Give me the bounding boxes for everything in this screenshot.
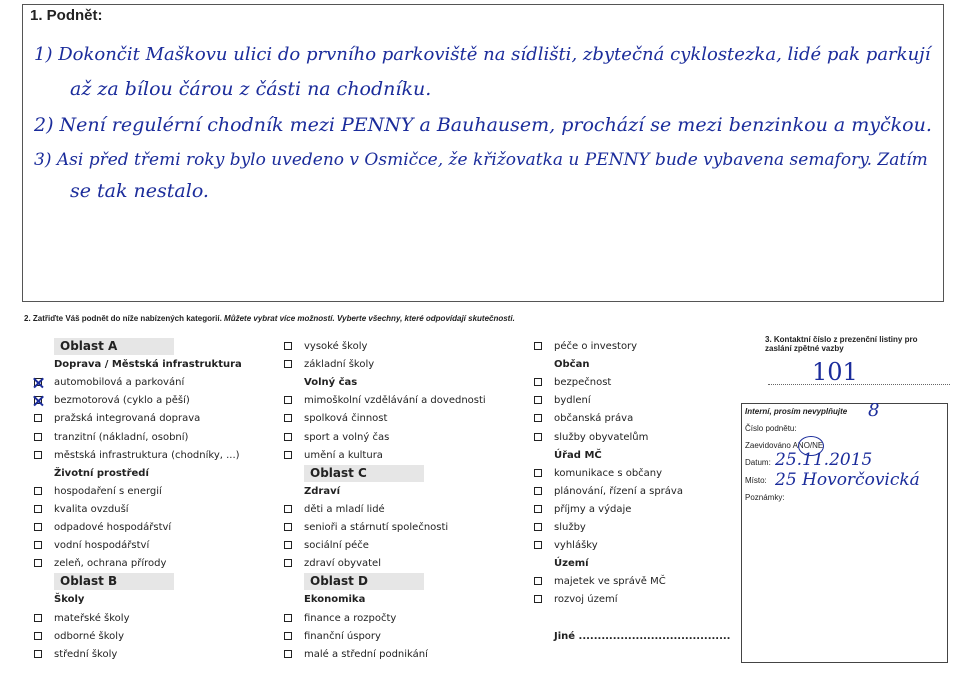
category-label: příjmy a výdaje — [554, 503, 632, 515]
area-heading-oblast-b: Oblast B — [54, 573, 174, 590]
question-2-instruction — [24, 314, 515, 323]
category-label: vyhlášky — [554, 540, 598, 552]
checkbox-icon[interactable] — [284, 650, 292, 658]
category-heading-zivotni-prostredi: Životní prostředí — [54, 467, 149, 479]
checkbox-icon[interactable] — [34, 487, 42, 495]
category-label: základní školy — [304, 359, 375, 371]
checkbox-icon[interactable] — [34, 614, 42, 622]
category-label: finanční úspory — [304, 630, 381, 642]
date-value: 25.11.2015 — [775, 450, 873, 470]
checkbox-icon[interactable] — [534, 523, 542, 531]
category-item-zelen-ochrana-prirody — [34, 555, 166, 572]
category-label: střední školy — [54, 648, 118, 660]
checkbox-icon[interactable] — [284, 451, 292, 459]
category-item-vodni-hospodarstvi — [34, 537, 149, 554]
category-heading-uzemi: Území — [554, 558, 589, 570]
category-item-socialni-pece — [284, 537, 369, 554]
category-item-bezmotorova-cyklo-a-pesi — [34, 392, 190, 409]
category-item-sport-a-volny-cas — [284, 429, 389, 446]
category-label: spolková činnost — [304, 413, 388, 425]
category-item-kvalita-ovzdusi — [34, 501, 129, 518]
category-item-sluzby — [534, 519, 586, 536]
category-label: zdraví obyvatel — [304, 558, 381, 570]
checkbox-icon[interactable] — [284, 541, 292, 549]
category-label: zeleň, ochrana přírody — [54, 558, 167, 570]
category-item-financni-uspory — [284, 628, 381, 645]
category-item-odpadove-hospodarstvi — [34, 519, 171, 536]
checkbox-icon[interactable] — [284, 360, 292, 368]
category-item-vyhlasky — [534, 537, 598, 554]
category-item-tranzitni-nakladni-osobni — [34, 429, 188, 446]
contact-dotted-line — [768, 383, 950, 385]
category-label: sociální péče — [304, 540, 369, 552]
internal-title: Interní, prosím nevyplňujte — [745, 407, 848, 416]
contact-label: 3. Kontaktní číslo z prezenční listiny pro zaslání zpětné vazby — [765, 335, 918, 353]
other-category: Jiné ........................................ — [554, 630, 731, 642]
question-2-text: 2. Zatřiďte Váš podnět do níže nabízených kategorií. — [24, 314, 222, 323]
category-item-mimoskolni-vzdelavani-a-dovednosti — [284, 392, 486, 409]
checkbox-icon[interactable] — [284, 433, 292, 441]
category-item-stredni-skoly — [34, 646, 117, 663]
category-item-bezpecnost — [534, 374, 611, 391]
checkbox-icon[interactable] — [534, 505, 542, 513]
category-label: služby obyvatelům — [554, 431, 649, 443]
handwritten-line-3: 2) Není regulérní chodník mezi PENNY a Bauhausem, prochází se mezi benzinkou a myčkou. — [34, 114, 932, 136]
category-heading-volny-cas: Volný čas — [304, 377, 358, 389]
category-label: komunikace s občany — [554, 467, 663, 479]
category-heading-zdravi: Zdraví — [304, 485, 341, 497]
category-label: hospodaření s energií — [54, 485, 162, 497]
place-label: Místo: — [745, 476, 767, 485]
category-heading-urad-mc: Úřad MČ — [554, 449, 602, 461]
checkbox-icon[interactable] — [534, 595, 542, 603]
recorded-label: Zaevidováno ANO/NE — [745, 441, 824, 450]
category-item-spolkova-cinnost — [284, 410, 387, 427]
category-label: automobilová a parkování — [54, 377, 185, 389]
category-item-automobilova-a-parkovani — [34, 374, 184, 391]
category-label: sport a volný čas — [304, 431, 390, 443]
category-item-planovani-rizeni-a-sprava — [534, 483, 683, 500]
checkbox-icon[interactable] — [34, 559, 42, 567]
checkbox-icon[interactable] — [284, 614, 292, 622]
category-label: městská infrastruktura (chodníky, ...) — [54, 449, 240, 461]
category-label: finance a rozpočty — [304, 612, 397, 624]
checkbox-icon[interactable] — [534, 433, 542, 441]
number-label: Číslo podnětu: — [745, 424, 797, 433]
category-item-zakladni-skoly — [284, 356, 374, 373]
category-item-vysoke-skoly — [284, 338, 367, 355]
checkbox-icon[interactable] — [34, 451, 42, 459]
area-heading-oblast-c: Oblast C — [304, 465, 424, 482]
checkbox-icon[interactable] — [534, 577, 542, 585]
checkbox-icon[interactable] — [534, 541, 542, 549]
notes-label: Poznámky: — [745, 493, 785, 502]
category-item-seniori-a-starnuti-spolecnosti — [284, 519, 448, 536]
category-heading-skoly: Školy — [54, 594, 85, 606]
date-label: Datum: — [745, 458, 771, 467]
checkbox-icon[interactable] — [284, 414, 292, 422]
category-item-prijmy-a-vydaje — [534, 501, 631, 518]
checkbox-checked-icon[interactable] — [34, 378, 42, 386]
category-label: plánování, řízení a správa — [554, 485, 683, 497]
category-item-umeni-a-kultura — [284, 447, 383, 464]
category-label: senioři a stárnutí společnosti — [304, 522, 449, 533]
category-label: bezmotorová (cyklo a pěší) — [54, 395, 190, 407]
category-heading-ekonomika: Ekonomika — [304, 594, 366, 606]
category-item-male-a-stredni-podnikani — [284, 646, 428, 663]
question-2-note: Můžete vybrat více možností. Vyberte všechny, které odpovídají skutečnosti. — [224, 314, 515, 323]
category-label: vodní hospodářství — [54, 540, 150, 552]
category-label: bydlení — [554, 395, 591, 407]
category-label: mateřské školy — [54, 612, 130, 624]
category-label: tranzitní (nákladní, osobní) — [54, 431, 189, 443]
place-value: 25 Hovorčovická — [775, 470, 920, 490]
category-label: děti a mladí lidé — [304, 503, 385, 515]
handwritten-line-5: se tak nestalo. — [70, 180, 209, 202]
category-item-odborne-skoly — [34, 628, 124, 645]
category-item-prazska-integrovana-doprava — [34, 410, 200, 427]
category-label: umění a kultura — [304, 449, 383, 461]
category-label: rozvoj území — [554, 594, 618, 606]
category-label: péče o investory — [554, 341, 638, 352]
category-item-mestska-infrastruktura-chodniky — [34, 447, 240, 464]
category-item-hospodareni-s-energii — [34, 483, 162, 500]
question-1-title: 1. Podnět: — [30, 7, 103, 24]
checkbox-icon[interactable] — [534, 342, 542, 350]
checkbox-icon[interactable] — [534, 378, 542, 386]
checkbox-icon[interactable] — [534, 469, 542, 477]
checkbox-checked-icon[interactable] — [34, 396, 42, 404]
checkbox-icon[interactable] — [284, 559, 292, 567]
area-heading-oblast-d: Oblast D — [304, 573, 424, 590]
checkbox-icon[interactable] — [34, 541, 42, 549]
category-label: odborné školy — [54, 630, 124, 642]
category-label: kvalita ovzduší — [54, 503, 129, 515]
category-label: malé a střední podnikání — [304, 648, 428, 660]
checkbox-icon[interactable] — [284, 523, 292, 531]
category-item-materske-skoly — [34, 610, 130, 627]
checkbox-icon[interactable] — [284, 396, 292, 404]
checkbox-icon[interactable] — [534, 487, 542, 495]
handwritten-line-1: 1) Dokončit Maškovu ulici do prvního parkoviště na sídlišti, zbytečná cyklostezka, lidé pak parkují — [34, 44, 931, 65]
category-item-deti-a-mladi-lide — [284, 501, 385, 518]
checkbox-icon[interactable] — [34, 414, 42, 422]
category-label: služby — [554, 522, 586, 533]
checkbox-icon[interactable] — [34, 632, 42, 640]
handwritten-line-2: až za bílou čárou z části na chodníku. — [70, 78, 432, 100]
category-label: pražská integrovaná doprava — [54, 413, 201, 425]
category-label: mimoškolní vzdělávání a dovednosti — [304, 395, 486, 407]
checkbox-icon[interactable] — [534, 414, 542, 422]
contact-number: 101 — [812, 358, 858, 386]
category-label: odpadové hospodářství — [54, 522, 172, 533]
checkbox-icon[interactable] — [534, 396, 542, 404]
checkbox-icon[interactable] — [34, 433, 42, 441]
category-label: bezpečnost — [554, 377, 612, 389]
area-heading-oblast-a: Oblast A — [54, 338, 174, 355]
internal-mark: 8 — [868, 400, 880, 421]
checkbox-icon[interactable] — [284, 342, 292, 350]
checkbox-icon[interactable] — [284, 505, 292, 513]
category-item-sluzby-obyvatelum — [534, 429, 648, 446]
checkbox-icon[interactable] — [284, 632, 292, 640]
category-item-obcanska-prava — [534, 410, 633, 427]
category-heading-obcan: Občan — [554, 359, 590, 371]
category-item-pece-o-investory — [534, 338, 637, 355]
checkbox-icon[interactable] — [34, 523, 42, 531]
category-label: vysoké školy — [304, 341, 368, 352]
checkbox-icon[interactable] — [34, 650, 42, 658]
category-item-komunikace-s-obcany — [534, 465, 662, 482]
category-item-zdravi-obyvatel — [284, 555, 381, 572]
category-label: občanská práva — [554, 413, 634, 425]
category-item-rozvoj-uzemi — [534, 591, 618, 608]
category-item-finance-a-rozpocty — [284, 610, 396, 627]
category-heading-doprava-mestska-infrastruktura: Doprava / Městská infrastruktura — [54, 359, 242, 371]
category-item-bydleni — [534, 392, 591, 409]
category-item-majetek-ve-sprave-mc — [534, 573, 666, 590]
category-label: majetek ve správě MČ — [554, 576, 666, 588]
handwritten-line-4: 3) Asi před třemi roky bylo uvedeno v Osmičce, že křižovatka u PENNY bude vybavena semafory. Zatím — [34, 150, 928, 170]
checkbox-icon[interactable] — [34, 505, 42, 513]
